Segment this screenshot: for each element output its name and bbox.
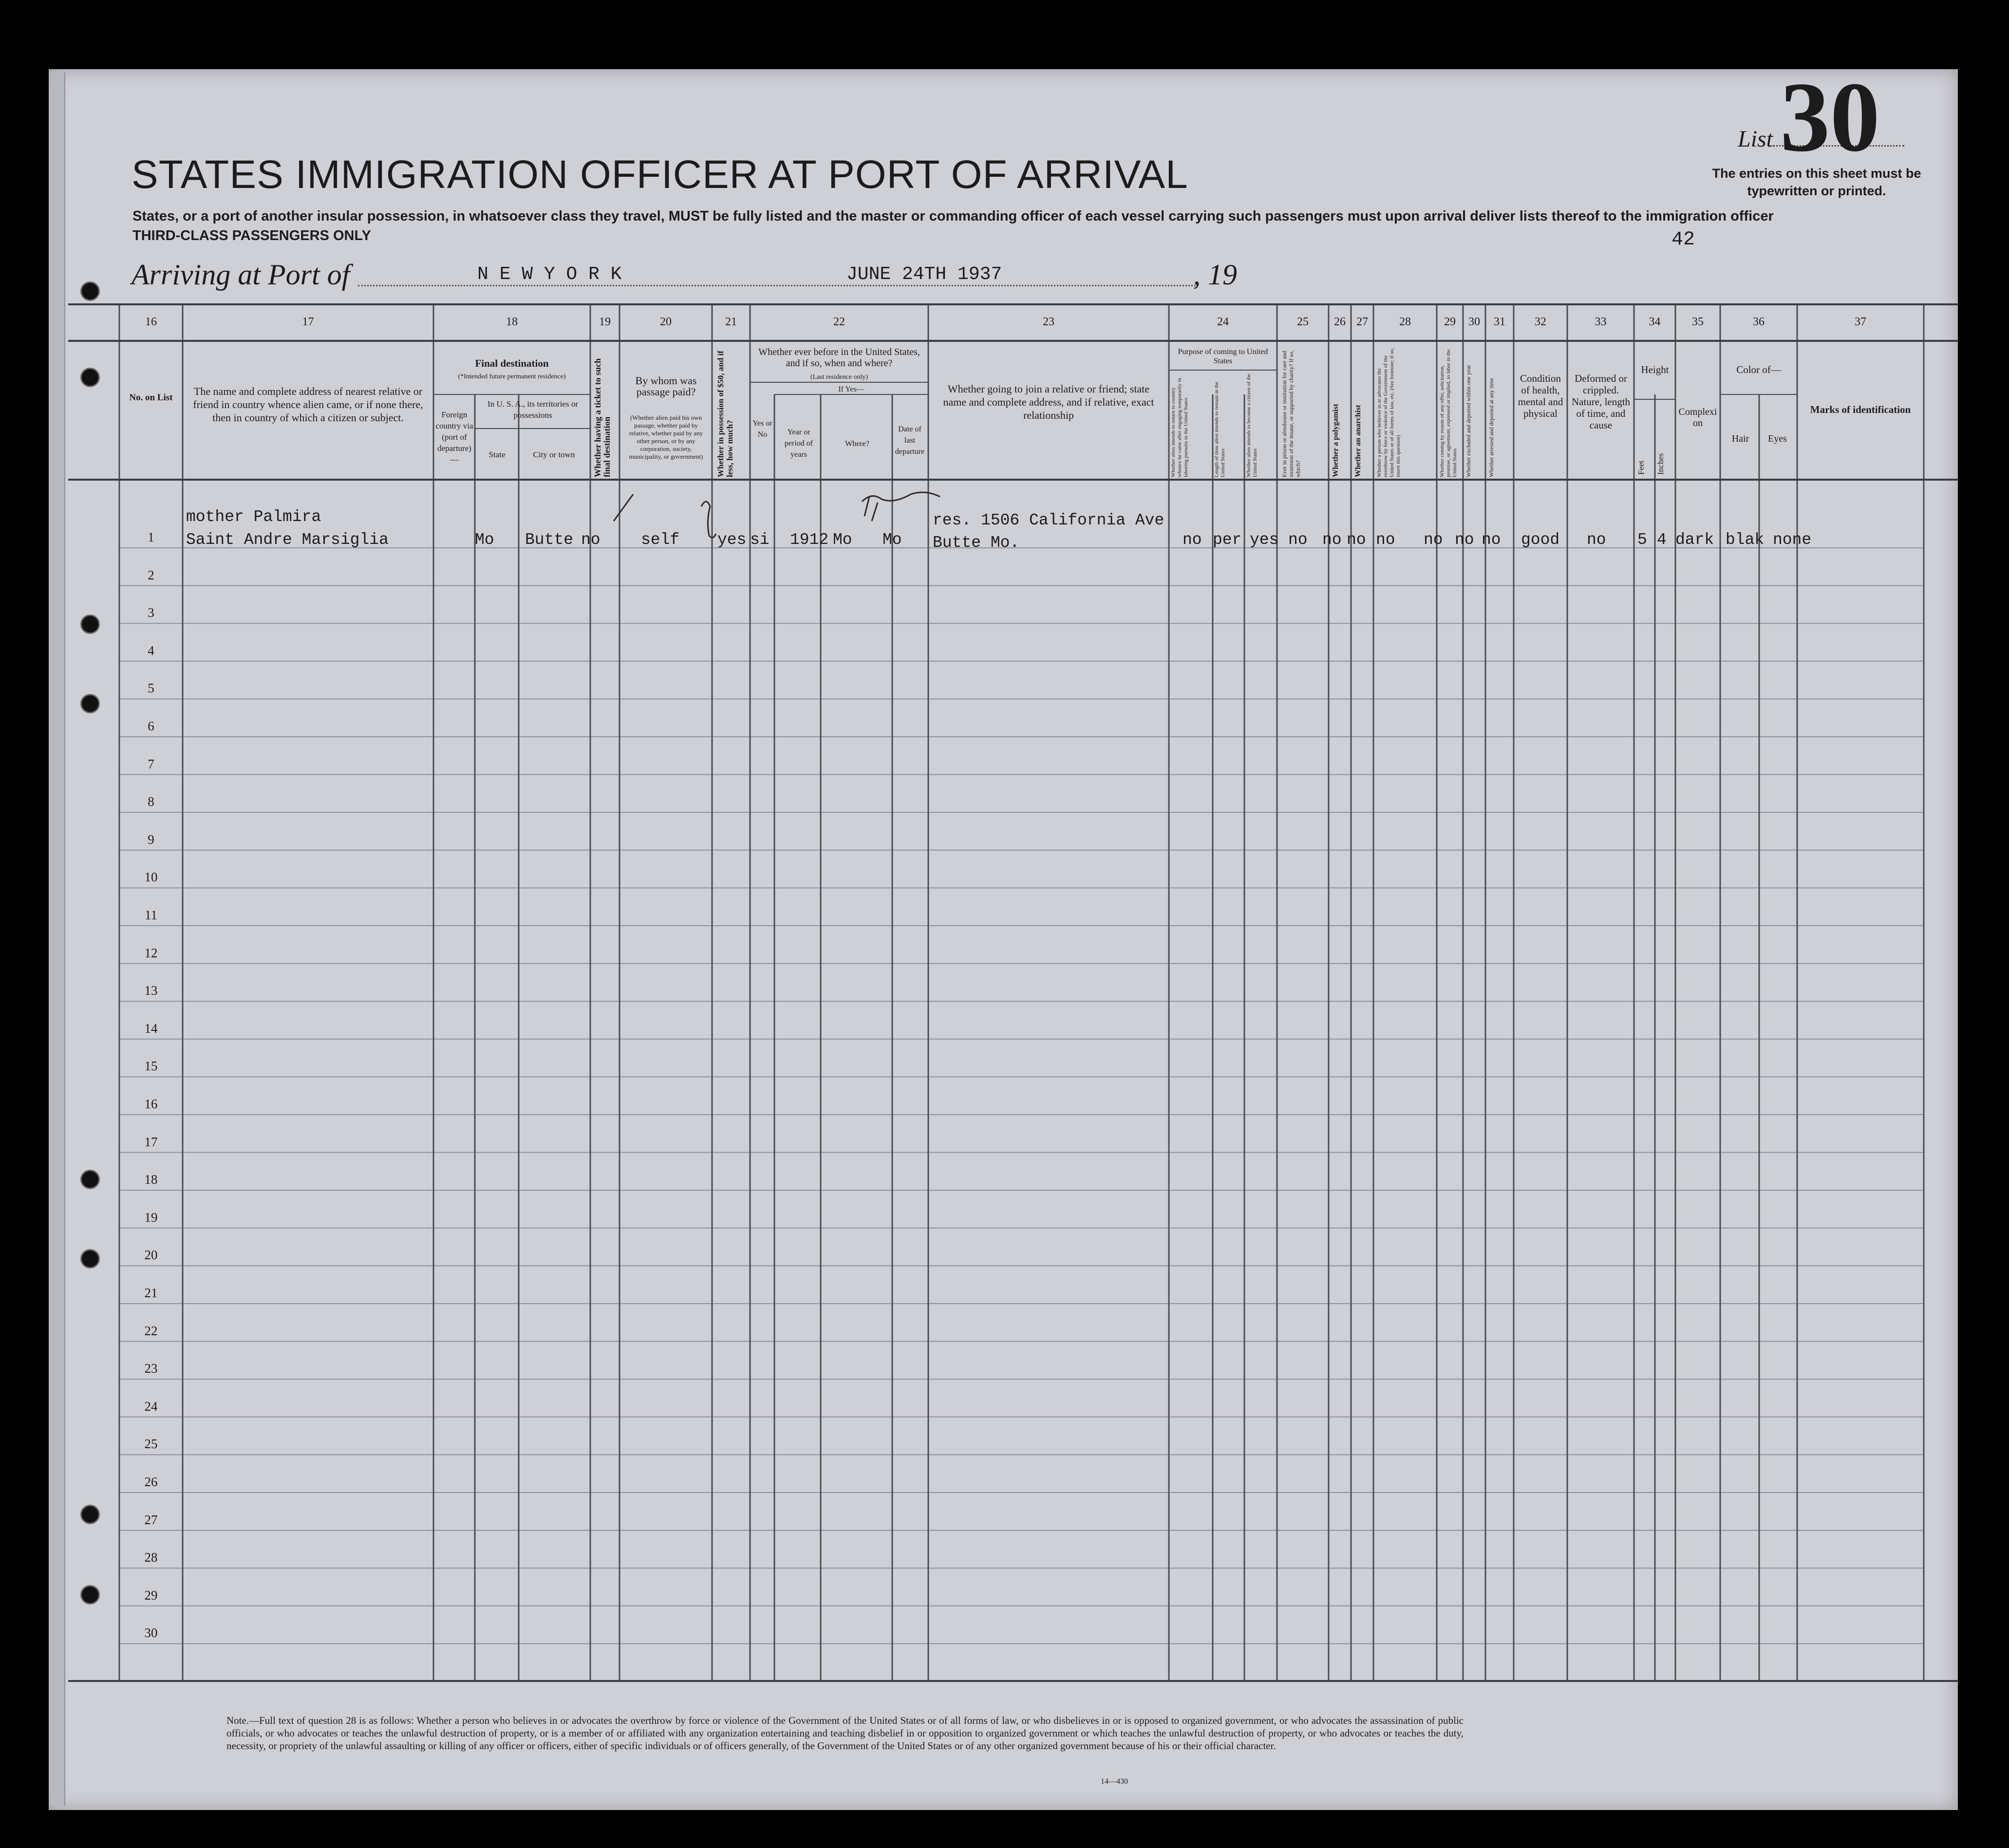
row-number: 25	[144, 1437, 158, 1452]
entry-last-departure: Mo	[882, 531, 902, 549]
col-num: 17	[302, 316, 314, 328]
row-number: 12	[144, 945, 158, 960]
col-num: 23	[1043, 316, 1054, 328]
entry-eyes: none	[1773, 531, 1812, 549]
entry-relative-line1: mother Palmira	[186, 508, 321, 526]
header-purpose: Purpose of coming to United States	[1178, 348, 1268, 365]
row-number: 4	[148, 643, 154, 658]
row-number: 21	[144, 1286, 158, 1300]
entry-state: Mo	[475, 531, 494, 549]
row-number: 17	[144, 1134, 158, 1149]
entry-return-intent: no	[1183, 531, 1202, 549]
row-number: 24	[144, 1399, 158, 1414]
col-num: 28	[1399, 316, 1411, 328]
col-num: 22	[833, 316, 845, 328]
entry-before-us: si	[750, 531, 770, 549]
header-feet: Feet	[1636, 460, 1646, 475]
entry-overthrow: no	[1376, 531, 1395, 549]
header-before-us-note: (Last residence only)	[810, 373, 868, 381]
header-excluded: Whether excluded and deported within one year	[1465, 365, 1472, 477]
header-money: Whether in possession of $50, and if less, how much?	[716, 351, 734, 477]
col-num: 35	[1692, 316, 1704, 328]
row-number: 14	[144, 1021, 158, 1036]
header-passage-paid: By whom was passage paid?	[635, 374, 697, 398]
entry-offer: no	[1424, 531, 1443, 549]
header-height: Height	[1641, 364, 1669, 375]
col-num: 21	[725, 316, 737, 328]
row-number: 2	[148, 567, 154, 582]
entry-health: good	[1521, 531, 1560, 549]
port-value: N E W Y O R K	[477, 264, 622, 285]
col-num: 25	[1297, 316, 1309, 328]
col-num: 37	[1855, 316, 1866, 328]
entry-polygamist: no	[1322, 531, 1342, 549]
header-deformed: Deformed or crippled. Nature, length of time, and cause	[1571, 373, 1631, 431]
year-prefix: , 19	[1193, 259, 1237, 291]
pencil-marks	[580, 487, 969, 565]
row-number: 7	[148, 756, 154, 771]
header-anarchist: Whether an anarchist	[1354, 405, 1362, 477]
row-number: 3	[148, 605, 154, 620]
header-purpose-citizen: Whether alien intends to become a citizen of the United States	[1246, 373, 1258, 477]
punch-hole	[80, 1170, 100, 1189]
header-city: City or town	[533, 450, 575, 459]
entry-join-line1: res. 1506 California Ave	[933, 511, 1164, 529]
header-marks: Marks of identification	[1810, 404, 1911, 415]
row-number: 19	[144, 1210, 158, 1225]
header-before-us: Whether ever before in the United States, and if so, when and where?	[758, 347, 920, 369]
col-num: 33	[1595, 316, 1607, 328]
entry-inches: 4	[1657, 531, 1667, 549]
header-inches: Inches	[1656, 453, 1665, 475]
header-purpose-length: Length of time alien intends to remain in the United States	[1214, 381, 1226, 477]
row-number: 20	[144, 1248, 158, 1263]
entry-feet: 5	[1637, 531, 1647, 549]
col-num: 18	[506, 316, 518, 328]
header-overthrow: Whether a person who believes in or advocates the overthrow by force or violence of the Government of the United States or of all forms of law, etc. (See footnote; if so, insert this question)	[1376, 348, 1401, 477]
col-num: 31	[1494, 316, 1505, 328]
arrival-date: JUNE 24TH 1937	[846, 264, 1002, 285]
row-number: 5	[148, 681, 154, 696]
row-number: 26	[144, 1475, 158, 1489]
punch-hole	[80, 281, 100, 301]
entry-arrested: no	[1482, 531, 1501, 549]
row-number: 15	[144, 1059, 158, 1074]
header-color-of: Color of—	[1736, 364, 1781, 375]
subtitle: States, or a port of another insular possession, in whatsoever class they travel, MUST be fully listed and the master or commanding officer of each vessel carrying such passengers must upon arrival deliver lists thereof to the immigration officer	[132, 208, 1774, 224]
sheet-note: The entries on this sheet must be typewritten or printed.	[1712, 166, 1921, 198]
col-num: 24	[1217, 316, 1229, 328]
header-health: Condition of health, mental and physical	[1518, 373, 1563, 419]
entry-join-line2: Butte Mo.	[933, 534, 1020, 552]
entry-ticket: no	[581, 531, 601, 549]
punch-hole	[80, 1249, 100, 1269]
row-number: 8	[148, 794, 154, 809]
col-num: 36	[1753, 316, 1765, 328]
row-number: 13	[144, 983, 158, 998]
col-num: 26	[1334, 316, 1346, 328]
header-if-yes: If Yes—	[838, 385, 864, 393]
entry-year: 1912	[790, 531, 829, 549]
header-foreign-country: Foreign country via (port of departure)—	[435, 410, 473, 464]
col-num: 20	[660, 316, 672, 328]
header-year: Year or period of years	[784, 428, 813, 459]
sheet-number: 42	[1671, 229, 1695, 251]
row-number: 23	[144, 1361, 158, 1376]
col-num: 29	[1444, 316, 1456, 328]
col-num: 30	[1468, 316, 1480, 328]
row-number: 10	[144, 870, 158, 885]
punch-hole	[80, 615, 100, 634]
row-number: 9	[148, 832, 154, 847]
entry-anarchist: no	[1347, 531, 1366, 549]
header-state: State	[488, 450, 506, 459]
row-number: 6	[148, 719, 154, 733]
entry-excluded: no	[1455, 531, 1474, 549]
header-purpose-return: Whether alien intends to return to country whence he came after engaging temporarily in laboring pursuits in the United States	[1170, 377, 1189, 477]
col-num: 34	[1649, 316, 1661, 328]
header-passage-note: (Whether alien paid his own passage, whether paid by relative, whether paid by any other person, or by any corporation, society, municipality, or government)	[629, 414, 703, 460]
page-title: STATES IMMIGRATION OFFICER AT PORT OF ARRIVAL	[131, 152, 1188, 197]
row-number: 11	[145, 908, 157, 922]
punch-hole	[80, 1585, 100, 1605]
punch-hole	[80, 694, 100, 713]
entry-prison: no	[1288, 531, 1308, 549]
row-number: 30	[144, 1625, 158, 1641]
header-hair: Hair	[1731, 433, 1749, 444]
header-arrested: Whether arrested and deported at any time	[1488, 378, 1495, 477]
entry-city: Butte	[525, 531, 574, 549]
port-line	[358, 285, 1196, 286]
header-final-destination: Final destination	[475, 357, 549, 369]
entry-deformed: no	[1587, 531, 1606, 549]
header-in-usa: In U. S. A., its territories or possessions	[487, 399, 579, 420]
entry-where: Mo	[833, 531, 852, 549]
header-last-departure: Date of last departure	[895, 425, 925, 456]
header-final-destination-note: (*Intended future permanent residence)	[458, 373, 566, 380]
form-number: 14—430	[1101, 1777, 1128, 1786]
entry-complexion: dark	[1675, 531, 1714, 549]
list-number: 30	[1780, 62, 1880, 172]
header-joining: Whether going to join a relative or friend; state name and complete address, and if relative, exact relationship	[943, 383, 1154, 421]
entry-stay: per	[1213, 531, 1242, 549]
col-num: 27	[1356, 316, 1368, 328]
list-label: List	[1738, 126, 1773, 152]
entry-paid-by: self	[641, 531, 680, 549]
header-yes-no: Yes or No	[752, 419, 772, 439]
header-no-on-list: No. on List	[129, 392, 173, 403]
row-number: 27	[144, 1512, 158, 1527]
punch-hole	[80, 1505, 100, 1524]
header-polygamist: Whether a polygamist	[1332, 404, 1340, 477]
entry-citizen: yes	[1250, 531, 1279, 549]
row-number: 18	[144, 1172, 158, 1187]
header-ticket: Whether having a ticket to such final destination	[593, 358, 612, 477]
punch-hole	[80, 368, 100, 387]
col-num: 16	[145, 316, 157, 328]
footnote: Note.—Full text of question 28 is as follows: Whether a person who believes in or advocates the overthrow by force or violence of the Government of the United States or of all forms of law, or who disbelieves in or is opposed to organized government, or who advocates the assassination of public officials, or who advocates or teaches the unlawful destruction of property, or is a member of or affiliated with any organization entertaining and teaching disbelief in or opposition to organized government or which teaches the unlawful destruction of property, or who advocates or teaches the duty, necessity, or propriety of the unlawful assaulting or killing of any officer or officers, either of specific individuals or of officers generally, of the Government of the United States or of any other organized government because of his or their official character.	[226, 1715, 1464, 1752]
col-num: 32	[1535, 316, 1546, 328]
header-where: Where?	[845, 440, 869, 448]
row-number: 16	[144, 1097, 158, 1111]
col-num: 19	[599, 316, 611, 328]
entry-hair: blak	[1726, 531, 1765, 549]
row-number: 28	[144, 1550, 158, 1565]
row-number: 29	[144, 1587, 158, 1603]
class-line: THIRD-CLASS PASSENGERS ONLY	[132, 228, 371, 243]
header-prison: Ever in prison or almshouse or institution for care and treatment of the insane, or supported by charity? If so, which?	[1281, 350, 1301, 477]
header-relative: The name and complete address of nearest relative or friend in country whence alien came, or if none there, then in country of which a citizen or subject.	[193, 385, 423, 424]
header-complexion: Complexion	[1678, 407, 1717, 429]
header-eyes: Eyes	[1768, 433, 1787, 444]
entry-relative-line2: Saint Andre Marsiglia	[186, 531, 389, 549]
arriving-label: Arriving at Port of	[131, 259, 350, 291]
row-number: 22	[144, 1323, 158, 1338]
row-number: 1	[148, 530, 154, 544]
header-offer: Whether coming by reason of any offer, solicitation, promise, or agreement, expressed or implied, to labor in the United States	[1439, 349, 1458, 477]
entry-money: yes	[717, 531, 747, 549]
